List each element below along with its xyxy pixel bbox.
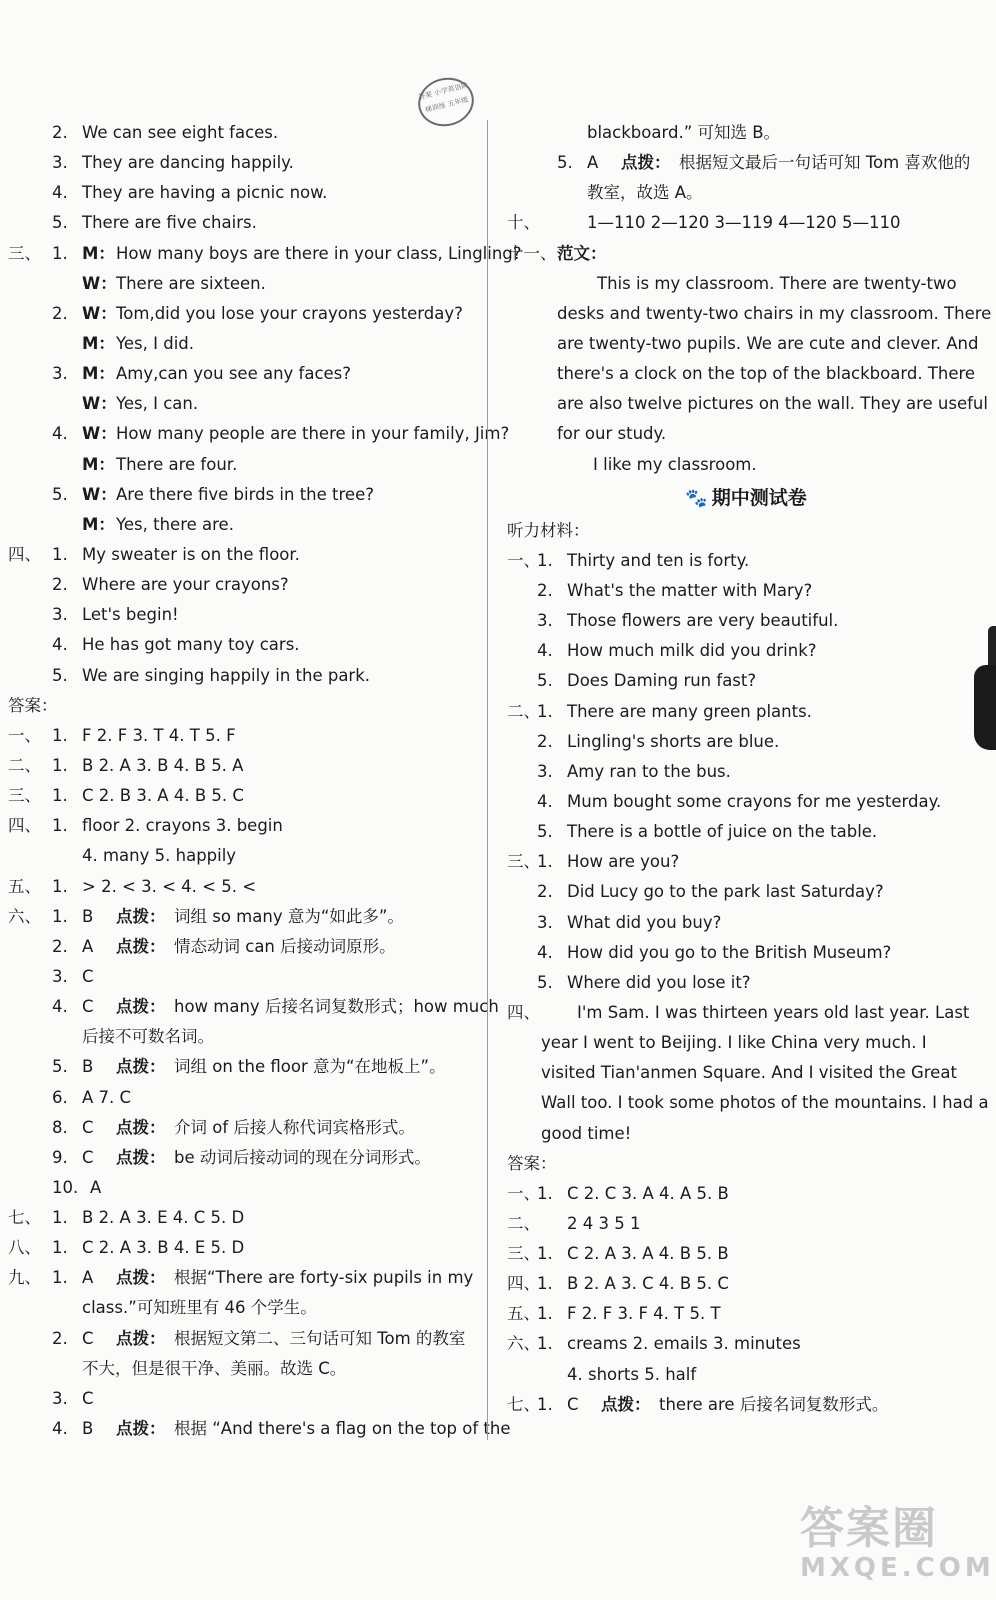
item-number: 2. [52, 575, 68, 595]
text-line [507, 1329, 985, 1359]
item-number: 1. [537, 1334, 553, 1354]
section-number: 七、 [8, 1208, 41, 1228]
essay-line: are twenty-two pupils. We are cute and clever. And [557, 333, 979, 353]
hint-text: 根据“There are forty-six pupils in my [174, 1268, 474, 1288]
essay-line: desks and twenty-two chairs in my classroom. There [557, 303, 992, 323]
text-line [507, 697, 985, 727]
line-text: How much milk did you drink? [567, 641, 817, 661]
text-line [8, 359, 486, 389]
section-number: 二、 [507, 1213, 540, 1233]
text-line [8, 1233, 486, 1263]
speaker-label: M： [82, 454, 115, 474]
line-text: A [587, 153, 599, 173]
text-line [507, 787, 985, 817]
line-text: > 2. < 3. < 4. < 5. < [82, 876, 257, 896]
item-number: 4. [537, 791, 553, 811]
text-line [8, 269, 486, 299]
text-line [507, 178, 985, 208]
item-number: 5. [537, 822, 553, 842]
text-line [507, 1149, 985, 1179]
section-number: 一、 [507, 1183, 540, 1203]
line-text: 后接不可数名词。 [82, 1027, 214, 1047]
text-line [8, 932, 486, 962]
line-text: 教室，故选 A。 [587, 183, 703, 203]
item-number: 5. [52, 665, 68, 685]
watermark-logo [800, 1503, 995, 1595]
item-number: 8. [52, 1117, 68, 1137]
item-number: 1. [52, 1208, 68, 1228]
line-text: Where are your crayons? [82, 575, 289, 595]
text-line [507, 636, 985, 666]
line-text: C 2. A 3. B 4. E 5. D [82, 1238, 245, 1258]
item-number: 3. [537, 611, 553, 631]
item-number: 2. [52, 1328, 68, 1348]
text-line [8, 540, 486, 570]
text-line [8, 1143, 486, 1173]
text-line [8, 239, 522, 269]
text-line [8, 178, 486, 208]
section-number: 四、 [8, 544, 41, 564]
line-text: Does Daming run fast? [567, 671, 757, 691]
item-number: 4. [52, 424, 68, 444]
speaker-label: W： [82, 484, 117, 504]
hint-label: 点拨： [116, 1117, 166, 1137]
hint-text: 根据短文最后一句话可知 Tom 喜欢他的 [679, 153, 971, 173]
speaker-label: M： [82, 514, 115, 534]
passage-line [507, 998, 985, 1028]
item-number: 3. [52, 1388, 68, 1408]
watermark-bottom: MXQE.COM [800, 1553, 995, 1583]
item-number: 3. [52, 364, 68, 384]
section-number: 答案： [8, 695, 58, 715]
line-text: B [82, 1057, 94, 1077]
text-line [507, 847, 985, 877]
text-line [8, 691, 486, 721]
text-line [507, 1299, 985, 1329]
text-line [8, 661, 486, 691]
line-text: 不大，但是很干净、美丽。故选 C。 [82, 1358, 347, 1378]
text-line [8, 1113, 486, 1143]
hint-text: how many 后接名词复数形式；how much [174, 997, 499, 1017]
item-number: 5. [52, 1057, 68, 1077]
item-number: 10. [52, 1177, 79, 1197]
text-line [8, 208, 486, 238]
line-text: C [82, 1147, 94, 1167]
item-number: 5. [537, 671, 553, 691]
essay-line: are also twelve pictures on the wall. They are useful [557, 394, 988, 414]
line-text: 4. shorts 5. half [567, 1364, 697, 1384]
text-line [8, 902, 486, 932]
line-text: He has got many toy cars. [82, 635, 300, 655]
line-text: B [82, 906, 94, 926]
item-number: 1. [537, 852, 553, 872]
item-number: 2. [52, 936, 68, 956]
passage-line: good time! [541, 1123, 632, 1143]
line-text: Let's begin! [82, 605, 179, 625]
hint-label: 点拨： [116, 1419, 166, 1439]
item-number: 4. [52, 1419, 68, 1439]
text-line [8, 872, 486, 902]
item-number: 1. [537, 550, 553, 570]
text-line [507, 516, 985, 546]
section-number: 二、 [8, 755, 41, 775]
item-number: 2. [537, 882, 553, 902]
line-text: 4. many 5. happily [82, 846, 237, 866]
text-line [8, 841, 486, 871]
line-text: Where did you lose it? [567, 972, 751, 992]
section-number: 六、 [507, 1334, 540, 1354]
model-essay [507, 269, 992, 480]
hint-text: 根据短文第二、三句话可知 Tom 的教室 [174, 1328, 466, 1348]
midterm-answers [507, 1149, 985, 1420]
line-text: Mum bought some crayons for me yesterday. [567, 791, 942, 811]
item-number: 1. [52, 816, 68, 836]
speaker-label: W： [82, 424, 117, 444]
text-line [8, 1324, 486, 1354]
text-line [507, 1269, 985, 1299]
text-line [8, 1293, 486, 1323]
line-text: A [82, 1268, 94, 1288]
text-line [507, 546, 985, 576]
line-text: B 2. A 3. C 4. B 5. C [567, 1274, 729, 1294]
right-column [507, 118, 992, 1420]
hint-text: 词组 so many 意为“如此多”。 [174, 906, 404, 926]
item-number: 5. [52, 213, 68, 233]
item-number: 4. [537, 641, 553, 661]
essay-line: there's a clock on the top of the blackboard. There [557, 364, 976, 384]
section-number: 十一、 [507, 243, 557, 263]
line-text: Amy,can you see any faces? [116, 364, 352, 384]
line-text: C [82, 1117, 94, 1137]
item-number: 2. [537, 731, 553, 751]
text-line [507, 148, 985, 178]
line-text: Did Lucy go to the park last Saturday? [567, 882, 884, 902]
section-number: 五、 [8, 876, 41, 896]
line-text: C [82, 1328, 94, 1348]
text-line [8, 992, 499, 1022]
line-text: C [567, 1394, 579, 1414]
line-text: They are dancing happily. [82, 153, 294, 173]
hint-label: 点拨： [116, 906, 166, 926]
text-line [507, 877, 985, 907]
passage-line: year I went to Beijing. I like China very much. I [541, 1033, 927, 1053]
text-line [8, 1203, 486, 1233]
line-text: C [82, 966, 94, 986]
listening-materials [507, 516, 985, 998]
line-text: What's the matter with Mary? [567, 580, 813, 600]
column-divider [487, 120, 488, 1440]
text-line [8, 480, 486, 510]
line-text: Yes, there are. [116, 514, 234, 534]
item-number: 3. [537, 912, 553, 932]
section-number: 四、 [507, 1274, 540, 1294]
hint-label: 点拨： [116, 1147, 166, 1167]
hint-text: 介词 of 后接人称代词宾格形式。 [174, 1117, 415, 1137]
line-text: They are having a picnic now. [82, 183, 328, 203]
essay-line: This is my classroom. There are twenty-two [597, 273, 957, 293]
text-line [8, 600, 486, 630]
watermark-top: 答案圈 [800, 1503, 938, 1554]
item-number: 3. [52, 153, 68, 173]
hint-label: 点拨： [116, 997, 166, 1017]
line-text: B [82, 1419, 94, 1439]
line-text: How are you? [567, 852, 680, 872]
text-line [8, 1083, 486, 1113]
hint-text: be 动词后接动词的现在分词形式。 [174, 1147, 431, 1167]
hint-label: 点拨： [601, 1394, 651, 1414]
section-number: 三、 [507, 852, 540, 872]
text-line [8, 1022, 486, 1052]
section-number: 四、 [8, 816, 41, 836]
line-text: A [90, 1177, 102, 1197]
text-line [507, 1390, 985, 1420]
line-text: How did you go to the British Museum? [567, 942, 892, 962]
line-text: F 2. F 3. T 4. T 5. F [82, 725, 236, 745]
midterm-title: 期中测试卷 [711, 486, 807, 509]
line-text: There are five chairs. [82, 213, 257, 233]
line-text: A [82, 936, 94, 956]
text-line [507, 1179, 985, 1209]
section-number: 三、 [507, 1244, 540, 1264]
line-text: floor 2. crayons 3. begin [82, 816, 283, 836]
item-number: 1. [537, 1394, 553, 1414]
item-number: 1. [537, 1274, 553, 1294]
line-text: 1—110 2—120 3—119 4—120 5—110 [587, 213, 901, 233]
line-text: Amy ran to the bus. [567, 761, 731, 781]
item-number: 1. [52, 1238, 68, 1258]
passage-line: visited Tian'anmen Square. And I visited the Great [541, 1063, 957, 1083]
section-number: 六、 [8, 906, 41, 926]
text-line [507, 908, 985, 938]
speaker-label: W： [82, 273, 117, 293]
text-line [507, 239, 985, 269]
text-line [507, 817, 985, 847]
text-line [507, 1239, 985, 1269]
line-text: Tom,did you lose your crayons yesterday? [116, 303, 463, 323]
passage-line: Wall too. I took some photos of the mountains. I had a [541, 1093, 989, 1113]
speaker-label: M： [82, 364, 115, 384]
item-number: 1. [52, 544, 68, 564]
speaker-label: M： [82, 243, 115, 263]
text-line [8, 570, 486, 600]
text-line [507, 666, 985, 696]
text-line [507, 208, 985, 238]
item-number: 1. [52, 243, 68, 263]
hint-label: 点拨： [116, 1328, 166, 1348]
section-number: 八、 [8, 1238, 41, 1258]
line-text: C [82, 1388, 94, 1408]
line-text: C 2. A 3. A 4. B 5. B [567, 1244, 729, 1264]
line-text: A 7. C [82, 1087, 132, 1107]
item-number: 4. [52, 635, 68, 655]
text-line [8, 1173, 486, 1203]
line-text: Thirty and ten is forty. [567, 550, 750, 570]
item-number: 1. [537, 1304, 553, 1324]
text-line [507, 1209, 985, 1239]
text-line [8, 419, 510, 449]
section-number: 九、 [8, 1268, 41, 1288]
line-text: C [82, 997, 94, 1017]
line-text: B 2. A 3. E 4. C 5. D [82, 1208, 245, 1228]
line-text: Yes, I did. [116, 333, 195, 353]
item-number: 1. [52, 906, 68, 926]
section-number: 五、 [507, 1304, 540, 1324]
answers-continued [507, 118, 985, 269]
hint-text: 根据 “And there's a flag on the top of the [174, 1419, 511, 1439]
line-text: Those flowers are very beautiful. [567, 611, 839, 631]
line-text: What did you buy? [567, 912, 722, 932]
hint-label: 点拨： [621, 153, 671, 173]
text-line [8, 811, 486, 841]
line-text: creams 2. emails 3. minutes [567, 1334, 801, 1354]
item-number: 5. [557, 153, 573, 173]
text-line [8, 1263, 486, 1293]
text-line [8, 148, 486, 178]
text-line [8, 630, 486, 660]
left-column [8, 118, 522, 1444]
text-line [8, 450, 486, 480]
section-number: 四、 [507, 1002, 540, 1022]
item-number: 9. [52, 1147, 68, 1167]
text-line [507, 606, 985, 636]
item-number: 2. [52, 303, 68, 323]
text-line [8, 721, 486, 751]
line-text: There are four. [116, 454, 238, 474]
text-line [8, 299, 486, 329]
listening-passage [507, 998, 989, 1149]
text-line [507, 727, 985, 757]
text-line [8, 389, 486, 419]
line-text: C 2. C 3. A 4. A 5. B [567, 1183, 729, 1203]
text-line [507, 118, 985, 148]
item-number: 1. [537, 1183, 553, 1203]
line-text: How many people are there in your family, Jim? [116, 424, 510, 444]
text-line [507, 1360, 985, 1390]
section-number: 听力材料： [507, 520, 590, 540]
text-line [8, 1052, 486, 1082]
item-number: 5. [52, 484, 68, 504]
text-line [8, 1384, 486, 1414]
hint-label: 点拨： [116, 1268, 166, 1288]
line-text: Are there five birds in the tree? [116, 484, 374, 504]
section-number: 七、 [507, 1394, 540, 1414]
hint-label: 点拨： [116, 1057, 166, 1077]
line-text: How many boys are there in your class, Lingling? [116, 243, 522, 263]
item-number: 1. [52, 876, 68, 896]
midterm-heading [507, 480, 985, 516]
text-line [8, 751, 486, 781]
item-number: 1. [52, 755, 68, 775]
line-text: blackboard.” 可知选 B。 [587, 123, 781, 142]
item-number: 1. [537, 701, 553, 721]
section-number: 三、 [8, 786, 41, 806]
item-number: 1. [52, 1268, 68, 1288]
item-number: 1. [537, 1244, 553, 1264]
item-number: 6. [52, 1087, 68, 1107]
text-line [507, 757, 985, 787]
text-line [507, 576, 985, 606]
speaker-label: M： [82, 333, 115, 353]
line-text: F 2. F 3. F 4. T 5. T [567, 1304, 721, 1324]
section-number: 三、 [8, 243, 41, 263]
section-number: 一、 [8, 725, 41, 745]
text-line [507, 968, 985, 998]
text-line [8, 1354, 486, 1384]
speaker-label: W： [82, 303, 117, 323]
text-line [8, 962, 486, 992]
text-line [507, 938, 985, 968]
text-line [8, 1414, 511, 1444]
line-text: There is a bottle of juice on the table. [567, 822, 878, 842]
section-number: 答案： [507, 1153, 557, 1173]
line-text: 2 4 3 5 1 [567, 1213, 641, 1233]
item-number: 5. [537, 972, 553, 992]
essay-line: for our study. [557, 424, 667, 444]
item-number: 1. [52, 725, 68, 745]
line-text: class.”可知班里有 46 个学生。 [82, 1298, 317, 1318]
line-text: I'm Sam. I was thirteen years old last year. Last [577, 1002, 970, 1022]
section-number: 一、 [507, 550, 540, 570]
section-number: 十、 [507, 213, 540, 233]
essay-line: I like my classroom. [593, 454, 757, 474]
line-text: C 2. B 3. A 4. B 5. C [82, 786, 244, 806]
item-number: 2. [537, 580, 553, 600]
item-number: 4. [52, 997, 68, 1017]
line-text: B 2. A 3. B 4. B 5. A [82, 755, 244, 775]
hint-text: 词组 on the floor 意为“在地板上”。 [174, 1057, 446, 1077]
speaker-label: W： [82, 394, 117, 414]
line-text: We can see eight faces. [82, 123, 279, 142]
item-number: 4. [52, 183, 68, 203]
hint-label: 范文： [557, 243, 607, 263]
line-text: We are singing happily in the park. [82, 665, 371, 685]
hint-text: there are 后接名词复数形式。 [659, 1394, 889, 1414]
item-number: 4. [537, 942, 553, 962]
line-text: There are sixteen. [116, 273, 266, 293]
line-text: My sweater is on the floor. [82, 544, 300, 564]
item-number: 2. [52, 123, 68, 142]
item-number: 1. [52, 786, 68, 806]
hint-label: 点拨： [116, 936, 166, 956]
item-number: 3. [52, 966, 68, 986]
logo-stamp: 答案 小学英语阶梯训练 五年级 [413, 72, 479, 132]
text-line [8, 329, 486, 359]
hint-text: 情态动词 can 后接动词原形。 [174, 936, 396, 956]
item-number: 3. [537, 761, 553, 781]
line-text: Lingling's shorts are blue. [567, 731, 780, 751]
section-number: 二、 [507, 701, 540, 721]
text-line [8, 118, 486, 148]
text-line [8, 781, 486, 811]
line-text: Yes, I can. [116, 394, 199, 414]
paw-icon: 🐾 [685, 487, 708, 509]
item-number: 3. [52, 605, 68, 625]
text-line [8, 510, 486, 540]
line-text: There are many green plants. [567, 701, 812, 721]
page-edge-shadow [974, 665, 996, 750]
